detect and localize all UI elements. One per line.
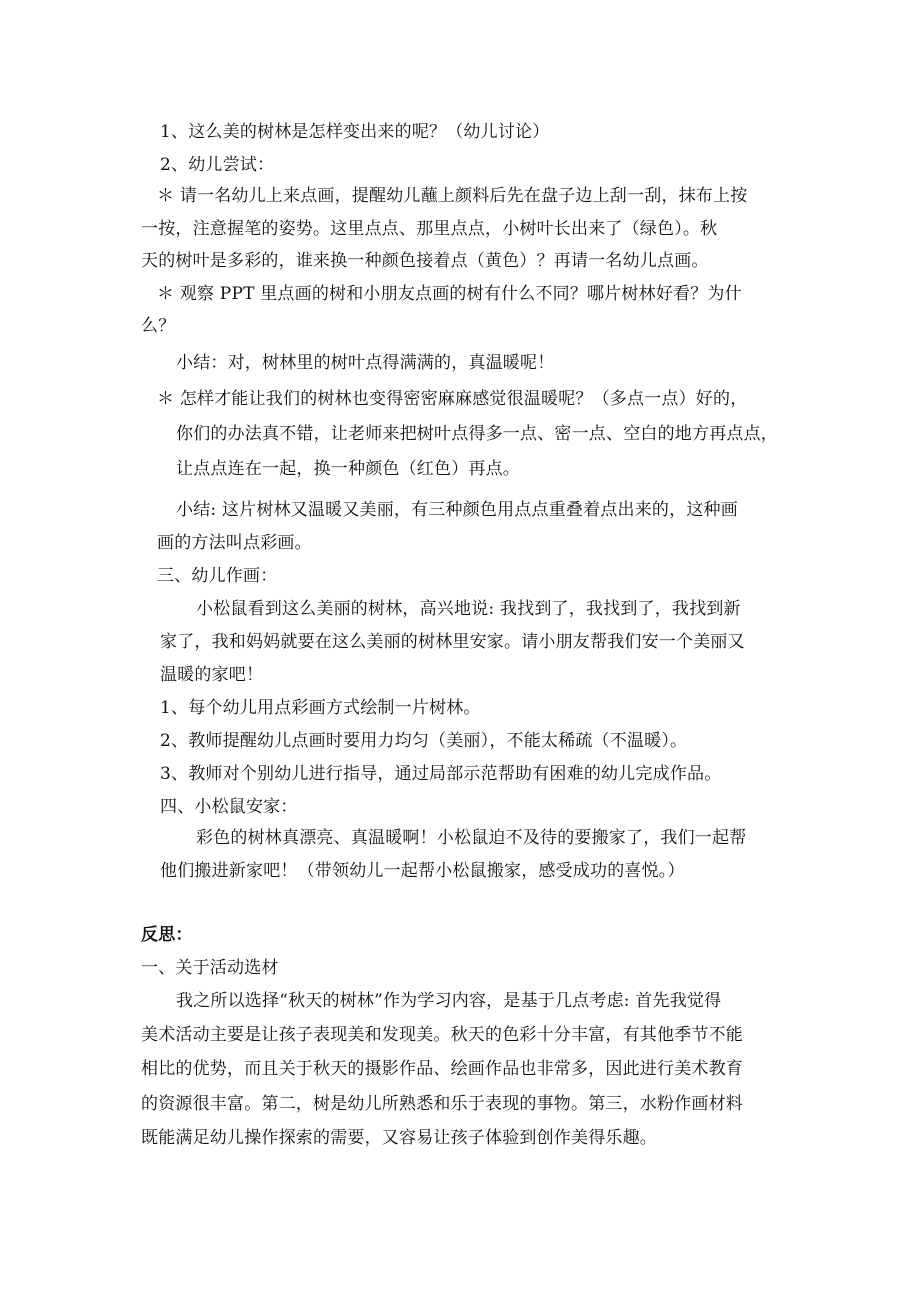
paragraph-line: 的资源很丰富。第二，树是幼儿所熟悉和乐于表现的事物。第三，水粉作画材料 [141, 1094, 743, 1114]
paragraph-line: ＊ 请一名幼儿上来点画，提醒幼儿蘸上颜料后先在盘子边上刮一刮，抹布上按 [157, 186, 748, 206]
paragraph-line: 温暖的家吧！ [160, 665, 264, 685]
paragraph-line: 么？ [141, 316, 176, 336]
paragraph-line: 小松鼠看到这么美丽的树林，高兴地说: 我找到了，我找到了，我找到新 [196, 599, 741, 619]
summary-1: 小结：对，树林里的树叶点得满满的，真温暖呢！ [176, 353, 555, 373]
paragraph-line: 相比的优势，而且关于秋天的摄影作品、绘画作品也非常多，因此进行美术教育 [141, 1059, 743, 1079]
step-heading-try: 2、幼儿尝试： [160, 155, 275, 175]
paragraph-line: 我之所以选择“秋天的树林”作为学习内容，是基于几点考虑: 首先我觉得 [176, 991, 722, 1011]
paragraph-line: 天的树叶是多彩的，谁来换一种颜色接着点（黄色）？再请一名幼儿点画。 [141, 251, 709, 271]
question-1: 1、这么美的树林是怎样变出来的呢？（幼儿讨论） [160, 122, 550, 142]
paragraph-line: 让点点连在一起，换一种颜色（红色）再点。 [176, 459, 520, 479]
section-heading-moving: 四、小松鼠安家： [160, 797, 298, 817]
section-heading-drawing: 三、幼儿作画： [157, 566, 278, 586]
paragraph-line: 彩色的树林真漂亮、真温暖啊！小松鼠迫不及待的要搬家了，我们一起帮 [196, 828, 747, 848]
step-3: 3、教师对个别幼儿进行指导，通过局部示范帮助有困难的幼儿完成作品。 [160, 764, 722, 784]
paragraph-line: 他们搬进新家吧！（带领幼儿一起帮小松鼠搬家，感受成功的喜悦。） [160, 861, 685, 881]
paragraph-line: 家了，我和妈妈就要在这么美丽的树林里安家。请小朋友帮我们安一个美丽又 [160, 632, 745, 652]
paragraph-line: 既能满足幼儿操作探索的需要，又容易让孩子体验到创作美得乐趣。 [141, 1128, 657, 1148]
summary-2: 小结: 这片树林又温暖又美丽，有三种颜色用点点重叠着点出来的，这种画 [176, 500, 738, 520]
step-1: 1、每个幼儿用点彩画方式绘制一片树林。 [160, 698, 481, 718]
step-2: 2、教师提醒幼儿点画时要用力均匀（美丽），不能太稀疏（不温暖）。 [160, 731, 688, 751]
paragraph-line: 画的方法叫点彩画。 [157, 533, 312, 553]
paragraph-line: ＊ 观察 PPT 里点画的树和小朋友点画的树有什么不同？哪片树林好看？为什 [157, 284, 742, 304]
reflection-subheading: 一、关于活动选材 [141, 958, 279, 978]
paragraph-line: 一按，注意握笔的姿势。这里点点、那里点点，小树叶长出来了（绿色）。秋 [141, 219, 718, 239]
paragraph-line: ＊ 怎样才能让我们的树林也变得密密麻麻感觉很温暖呢？（多点一点）好的， [157, 389, 748, 409]
reflection-heading: 反思： [141, 925, 193, 945]
paragraph-line: 美术活动主要是让孩子表现美和发现美。秋天的色彩十分丰富，有其他季节不能 [141, 1025, 743, 1045]
paragraph-line: 你们的办法真不错，让老师来把树叶点得多一点、密一点、空白的地方再点点， [176, 424, 778, 444]
